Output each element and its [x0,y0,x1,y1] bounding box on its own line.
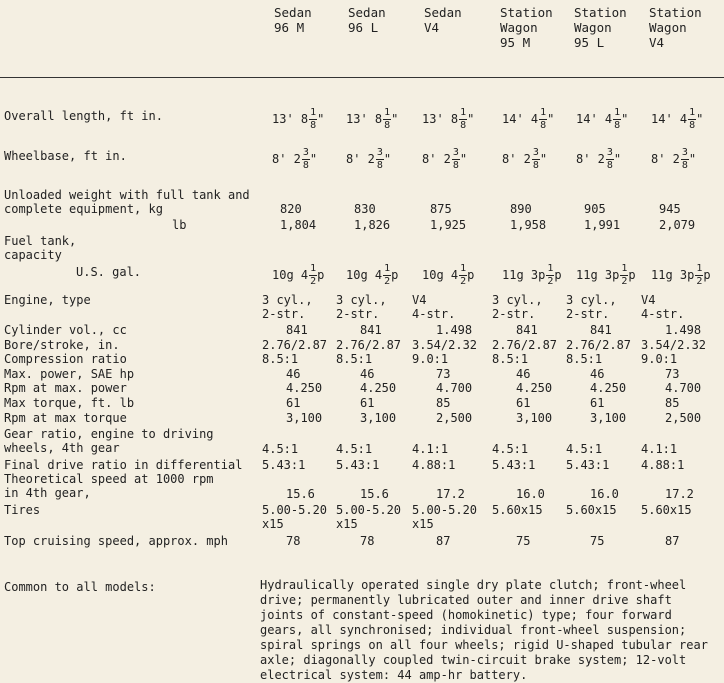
row-label: Rpm at max torque [4,411,127,425]
cell-value: 2.76/2.87 [336,338,402,352]
cell-value: 841 [286,323,308,337]
numerator: 3 [606,147,613,158]
cell-value: 2.76/2.87 [566,338,632,352]
denominator: 8 [689,120,696,131]
weight-unit-lb: lb [172,218,187,232]
cell-value: 3,100 [590,411,627,425]
cell-value: 8.5:1 [262,352,299,366]
fuel-value-suffix: p [317,268,325,282]
cell-value: 4.5:1 [262,442,299,456]
numerator: 1 [460,263,467,274]
cell-value: 4.1:1 [641,442,678,456]
wheelbase-value-suffix: " [309,152,318,166]
cell-value: 15.6 [286,487,315,501]
fraction [383,264,391,287]
fraction [681,148,689,171]
length-value-suffix: " [547,112,555,126]
cell-value: 9.0:1 [641,352,678,366]
weight-lb-value: 1,991 [584,218,621,232]
numerator: 1 [621,263,628,274]
length-value-suffix: " [467,112,475,126]
denominator: 8 [540,120,547,131]
cell-value: 4.700 [436,381,473,395]
numerator: 1 [614,107,621,118]
length-value [422,108,474,131]
wheelbase-value [272,148,317,171]
fuel-value [272,264,324,287]
denominator: 2 [310,276,317,287]
denominator: 8 [532,160,539,171]
length-value [651,108,703,131]
cell-value: 3,100 [286,411,323,425]
row-label: Top cruising speed, approx. mph [4,534,228,548]
wheelbase-value-suffix: " [688,152,697,166]
cell-value: 5.00-5.20 x15 [336,503,402,531]
cell-value: 46 [286,367,301,381]
denominator: 8 [681,160,688,171]
numerator: 1 [547,263,554,274]
fuel-value-suffix: p [554,268,562,282]
fuel-value-whole: 10g 4 [272,268,309,282]
row-label: Gear ratio, engine to driving wheels, 4th gear [4,427,214,455]
fuel-value-whole: 11g 3p [502,268,546,282]
wheelbase-value [422,148,467,171]
cell-value: 2.76/2.87 [262,338,328,352]
cell-value: 841 [590,323,612,337]
wheelbase-value-whole: 8' 2 [346,152,375,166]
denominator: 2 [621,276,628,287]
length-value-suffix: " [391,112,399,126]
row-label: Final drive ratio in differential [4,458,243,472]
cell-value: 87 [665,534,680,548]
cell-value: 5.43:1 [566,458,610,472]
length-value-suffix: " [696,112,704,126]
fuel-unit: U.S. gal. [76,265,142,279]
numerator: 3 [302,147,309,158]
denominator: 8 [376,160,383,171]
fuel-value-whole: 10g 4 [346,268,383,282]
cell-value: 5.43:1 [336,458,380,472]
cell-value: 2.76/2.87 [492,338,558,352]
length-value-whole: 14' 4 [502,112,539,126]
weight-kg-value: 820 [280,202,302,216]
row-label-length: Overall length, ft in. [4,109,163,123]
fraction [459,108,467,131]
cell-value: 4.700 [665,381,702,395]
cell-value: 3,100 [360,411,397,425]
cell-value: 17.2 [665,487,694,501]
cell-value: 1.498 [665,323,702,337]
fraction [452,148,460,171]
numerator: 1 [310,107,317,118]
wheelbase-value-suffix: " [539,152,548,166]
weight-kg-value: 875 [430,202,452,216]
cell-value: 78 [360,534,375,548]
weight-lb-value: 2,079 [659,218,696,232]
fuel-value [422,264,474,287]
fraction [688,108,696,131]
cell-value: 5.60x15 [492,503,543,517]
wheelbase-value [346,148,391,171]
cell-value: 841 [516,323,538,337]
denominator: 8 [460,120,467,131]
denominator: 2 [384,276,391,287]
denominator: 8 [384,120,391,131]
fraction [376,148,384,171]
cell-value: 16.0 [590,487,619,501]
fuel-value-suffix: p [391,268,399,282]
cell-value: 4.250 [516,381,553,395]
fuel-value [502,264,562,287]
cell-value: 46 [360,367,375,381]
cell-value: 5.43:1 [492,458,536,472]
fuel-value [346,264,398,287]
cell-value: 1.498 [436,323,473,337]
cell-value: 4.250 [286,381,323,395]
fraction [309,264,317,287]
length-value [502,108,554,131]
numerator: 1 [689,107,696,118]
wheelbase-value-whole: 8' 2 [422,152,451,166]
cell-value: 3.54/2.32 [412,338,478,352]
cell-value: 17.2 [436,487,465,501]
row-label: Engine, type [4,293,91,307]
cell-value: 3 cyl., 2-str. [262,293,313,321]
fuel-value [576,264,636,287]
numerator: 1 [460,107,467,118]
cell-value: 75 [590,534,605,548]
row-label: Rpm at max. power [4,381,127,395]
cell-value: 78 [286,534,301,548]
fraction [383,108,391,131]
weight-lb-value: 1,826 [354,218,391,232]
cell-value: 16.0 [516,487,545,501]
denominator: 2 [460,276,467,287]
cell-value: 8.5:1 [566,352,603,366]
row-label: Compression ratio [4,352,127,366]
fuel-value-whole: 11g 3p [651,268,695,282]
length-value [346,108,398,131]
wheelbase-value-whole: 8' 2 [272,152,301,166]
column-header: Sedan 96 M [274,5,312,35]
cell-value: 4.250 [360,381,397,395]
row-label: Max. power, SAE hp [4,367,135,381]
numerator: 3 [376,147,383,158]
cell-value: 2,500 [665,411,702,425]
denominator: 8 [302,160,309,171]
cell-value: 85 [665,396,680,410]
numerator: 3 [532,147,539,158]
column-header: Station Wagon V4 [649,5,702,50]
row-label-fuel: Fuel tank, capacity [4,234,77,262]
cell-value: 61 [590,396,605,410]
length-value-whole: 13' 8 [422,112,459,126]
fraction [613,108,621,131]
cell-value: 46 [590,367,605,381]
cell-value: 61 [286,396,301,410]
cell-value: 4.5:1 [492,442,529,456]
fraction [309,108,317,131]
cell-value: 3 cyl., 2-str. [492,293,543,321]
numerator: 1 [696,263,703,274]
wheelbase-value-whole: 8' 2 [651,152,680,166]
numerator: 1 [310,263,317,274]
common-description: Hydraulically operated single dry plate clutch; front-wheel drive; permanently lubricated outer and inner drive shaft joints of constant-speed (homokinetic) type; four forward gears, all synchronised; individual front-wheel suspension; spiral springs on all four wheels; rigid U-shaped tubular rear axle; diagonally coupled twin-circuit brake system; 12-volt electrical system: 44 amp-hr battery. [260,578,708,682]
cell-value: 4.5:1 [566,442,603,456]
fuel-value-suffix: p [628,268,636,282]
row-label: Cylinder vol., cc [4,323,127,337]
fraction [606,148,614,171]
fuel-value-whole: 10g 4 [422,268,459,282]
cell-value: 61 [360,396,375,410]
length-value-whole: 14' 4 [576,112,613,126]
cell-value: 2,500 [436,411,473,425]
cell-value: 15.6 [360,487,389,501]
numerator: 1 [540,107,547,118]
fraction [459,264,467,287]
column-header: Station Wagon 95 M [500,5,553,50]
denominator: 2 [547,276,554,287]
weight-kg-value: 890 [510,202,532,216]
wheelbase-value-suffix: " [613,152,622,166]
cell-value: 73 [436,367,451,381]
cell-value: 46 [516,367,531,381]
fraction [539,108,547,131]
length-value-whole: 14' 4 [651,112,688,126]
row-label: Bore/stroke, in. [4,338,120,352]
cell-value: 9.0:1 [412,352,449,366]
cell-value: 8.5:1 [336,352,373,366]
wheelbase-value-suffix: " [383,152,392,166]
cell-value: 5.60x15 [566,503,617,517]
weight-lb-value: 1,925 [430,218,467,232]
cell-value: 5.00-5.20 x15 [412,503,478,531]
cell-value: 8.5:1 [492,352,529,366]
length-value-suffix: " [317,112,325,126]
denominator: 2 [696,276,703,287]
cell-value: 75 [516,534,531,548]
fuel-value [651,264,711,287]
cell-value: 4.88:1 [412,458,456,472]
fuel-value-whole: 11g 3p [576,268,620,282]
cell-value: 3 cyl., 2-str. [336,293,387,321]
wheelbase-value-whole: 8' 2 [576,152,605,166]
length-value [272,108,324,131]
fraction [532,148,540,171]
fuel-value-suffix: p [703,268,711,282]
cell-value: 85 [436,396,451,410]
wheelbase-value-suffix: " [459,152,468,166]
denominator: 8 [614,120,621,131]
column-header: Station Wagon 95 L [574,5,627,50]
cell-value: V4 4-str. [641,293,685,321]
cell-value: 5.00-5.20 x15 [262,503,328,531]
wheelbase-value [651,148,696,171]
weight-lb-value: 1,804 [280,218,317,232]
row-label-wheelbase: Wheelbase, ft in. [4,149,127,163]
length-value [576,108,628,131]
cell-value: 3,100 [516,411,553,425]
cell-value: 4.88:1 [641,458,685,472]
weight-lb-value: 1,958 [510,218,547,232]
cell-value: 5.43:1 [262,458,306,472]
weight-kg-value: 830 [354,202,376,216]
row-label: Theoretical speed at 1000 rpm in 4th gear, [4,472,214,500]
cell-value: 87 [436,534,451,548]
row-label-weight: Unloaded weight with full tank and complete equipment, kg [4,188,250,216]
cell-value: 4.1:1 [412,442,449,456]
column-header: Sedan V4 [424,5,462,35]
header-divider [0,77,724,78]
common-label: Common to all models: [4,580,156,594]
cell-value: 4.250 [590,381,627,395]
numerator: 1 [384,107,391,118]
cell-value: 3.54/2.32 [641,338,707,352]
wheelbase-value [576,148,621,171]
cell-value: 4.5:1 [336,442,373,456]
length-value-suffix: " [621,112,629,126]
cell-value: V4 4-str. [412,293,456,321]
cell-value: 5.60x15 [641,503,692,517]
wheelbase-value [502,148,547,171]
fuel-value-suffix: p [467,268,475,282]
cell-value: 61 [516,396,531,410]
numerator: 3 [681,147,688,158]
denominator: 8 [452,160,459,171]
row-label: Tires [4,503,41,517]
numerator: 3 [452,147,459,158]
cell-value: 73 [665,367,680,381]
denominator: 8 [310,120,317,131]
row-label: Max torque, ft. lb [4,396,135,410]
length-value-whole: 13' 8 [272,112,309,126]
wheelbase-value-whole: 8' 2 [502,152,531,166]
fraction [302,148,310,171]
cell-value: 841 [360,323,382,337]
numerator: 1 [384,263,391,274]
column-header: Sedan 96 L [348,5,386,35]
weight-kg-value: 905 [584,202,606,216]
cell-value: 3 cyl., 2-str. [566,293,617,321]
length-value-whole: 13' 8 [346,112,383,126]
weight-kg-value: 945 [659,202,681,216]
denominator: 8 [606,160,613,171]
